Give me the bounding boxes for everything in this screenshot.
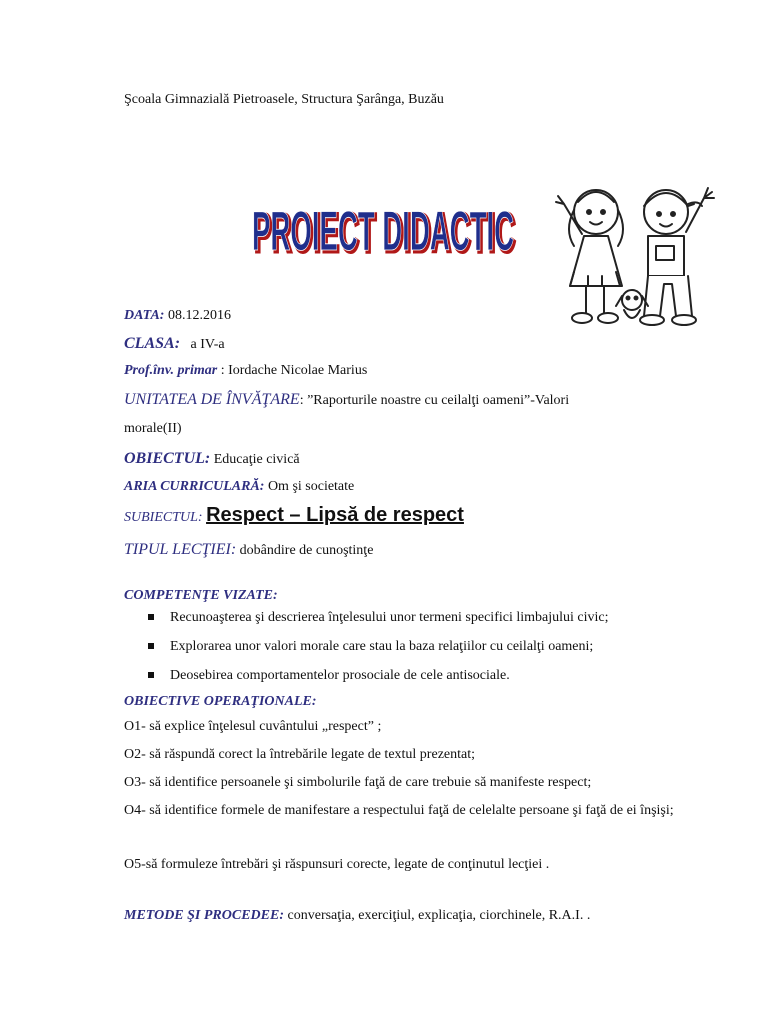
value-obiectul: Educaţie civică: [213, 452, 300, 467]
value-data: 08.12.2016: [164, 308, 231, 323]
children-illustration: [548, 172, 722, 336]
label-tipul: TIPUL LECŢIEI:: [124, 541, 237, 558]
list-item: Recunoaşterea şi descrierea înţelesului unor termeni specifici limbajului civic;: [148, 610, 609, 639]
label-obiectul: OBIECTUL:: [124, 450, 211, 467]
label-clasa: CLASA:: [124, 335, 181, 352]
field-unitatea-cont: [124, 421, 182, 437]
field-aria: [124, 479, 354, 495]
value-unitatea-line1: : ”Raporturile noastre cu ceilalţi oameni”-Valori: [299, 393, 570, 408]
label-metode: METODE ŞI PROCEDEE:: [124, 908, 285, 923]
value-clasa: a IV-a: [190, 337, 225, 352]
field-data: [124, 308, 231, 324]
field-unitatea: [124, 391, 569, 409]
title-shadow: PROIECT DIDACTIC: [254, 201, 516, 264]
bullet-square-icon: [148, 643, 154, 649]
bullet-square-icon: [148, 672, 154, 678]
field-metode: [124, 908, 590, 924]
field-tipul: [124, 541, 373, 559]
list-item: Explorarea unor valori morale care stau la baza relaţiilor cu ceilalţi oameni;: [148, 639, 609, 668]
label-competente: COMPETENŢE VIZATE:: [124, 588, 278, 603]
bullet-square-icon: [148, 614, 154, 620]
list-item: Deosebirea comportamentelor prosociale de cele antisociale.: [148, 668, 609, 697]
document-title: [248, 196, 518, 266]
value-subiectul: Respect – Lipsă de respect: [206, 504, 464, 526]
school-name: Şcoala Gimnazială Pietroasele, Structura Şarânga, Buzău: [124, 92, 444, 107]
objective-item: O4- să identifice formele de manifestare a respectului faţă de celelalte persoane şi faţă de ei înşişi;: [124, 803, 674, 818]
field-obiectul: [124, 450, 300, 468]
value-metode: conversaţia, exerciţiul, explicaţia, ciorchinele, R.A.I. .: [284, 908, 591, 923]
field-prof: [124, 363, 367, 379]
objective-item: O1- să explice înţelesul cuvântului „respect” ;: [124, 719, 382, 734]
value-prof: : Iordache Nicolae Marius: [220, 363, 368, 378]
label-unitatea: UNITATEA DE ÎNVĂŢARE: [124, 391, 300, 408]
competente-heading: [124, 588, 278, 604]
label-obiective: OBIECTIVE OPERAŢIONALE:: [124, 694, 317, 709]
objective-item: O2- să răspundă corect la întrebările legate de textul prezentat;: [124, 747, 475, 762]
label-prof: Prof.înv. primar: [124, 363, 218, 378]
label-subiectul: SUBIECTUL:: [124, 510, 203, 525]
field-subiectul: [124, 504, 464, 527]
children-drawing-icon: [548, 172, 722, 336]
value-aria: Om şi societate: [267, 479, 355, 494]
label-data: DATA:: [124, 308, 165, 323]
title-text: PROIECT DIDACTIC: [252, 199, 514, 262]
field-clasa: [124, 335, 225, 353]
title-wordart: [248, 196, 518, 266]
competente-list: [148, 610, 609, 697]
value-unitatea-line2: morale(II): [124, 421, 182, 436]
value-tipul: dobândire de cunoştinţe: [239, 543, 374, 558]
obiective-heading: [124, 694, 317, 710]
objective-item: O5-să formuleze întrebări şi răspunsuri corecte, legate de conţinutul lecţiei .: [124, 857, 550, 872]
label-aria: ARIA CURRICULARĂ:: [124, 479, 265, 494]
objective-item: O3- să identifice persoanele şi simbolurile faţă de care trebuie să manifeste respect;: [124, 775, 592, 790]
